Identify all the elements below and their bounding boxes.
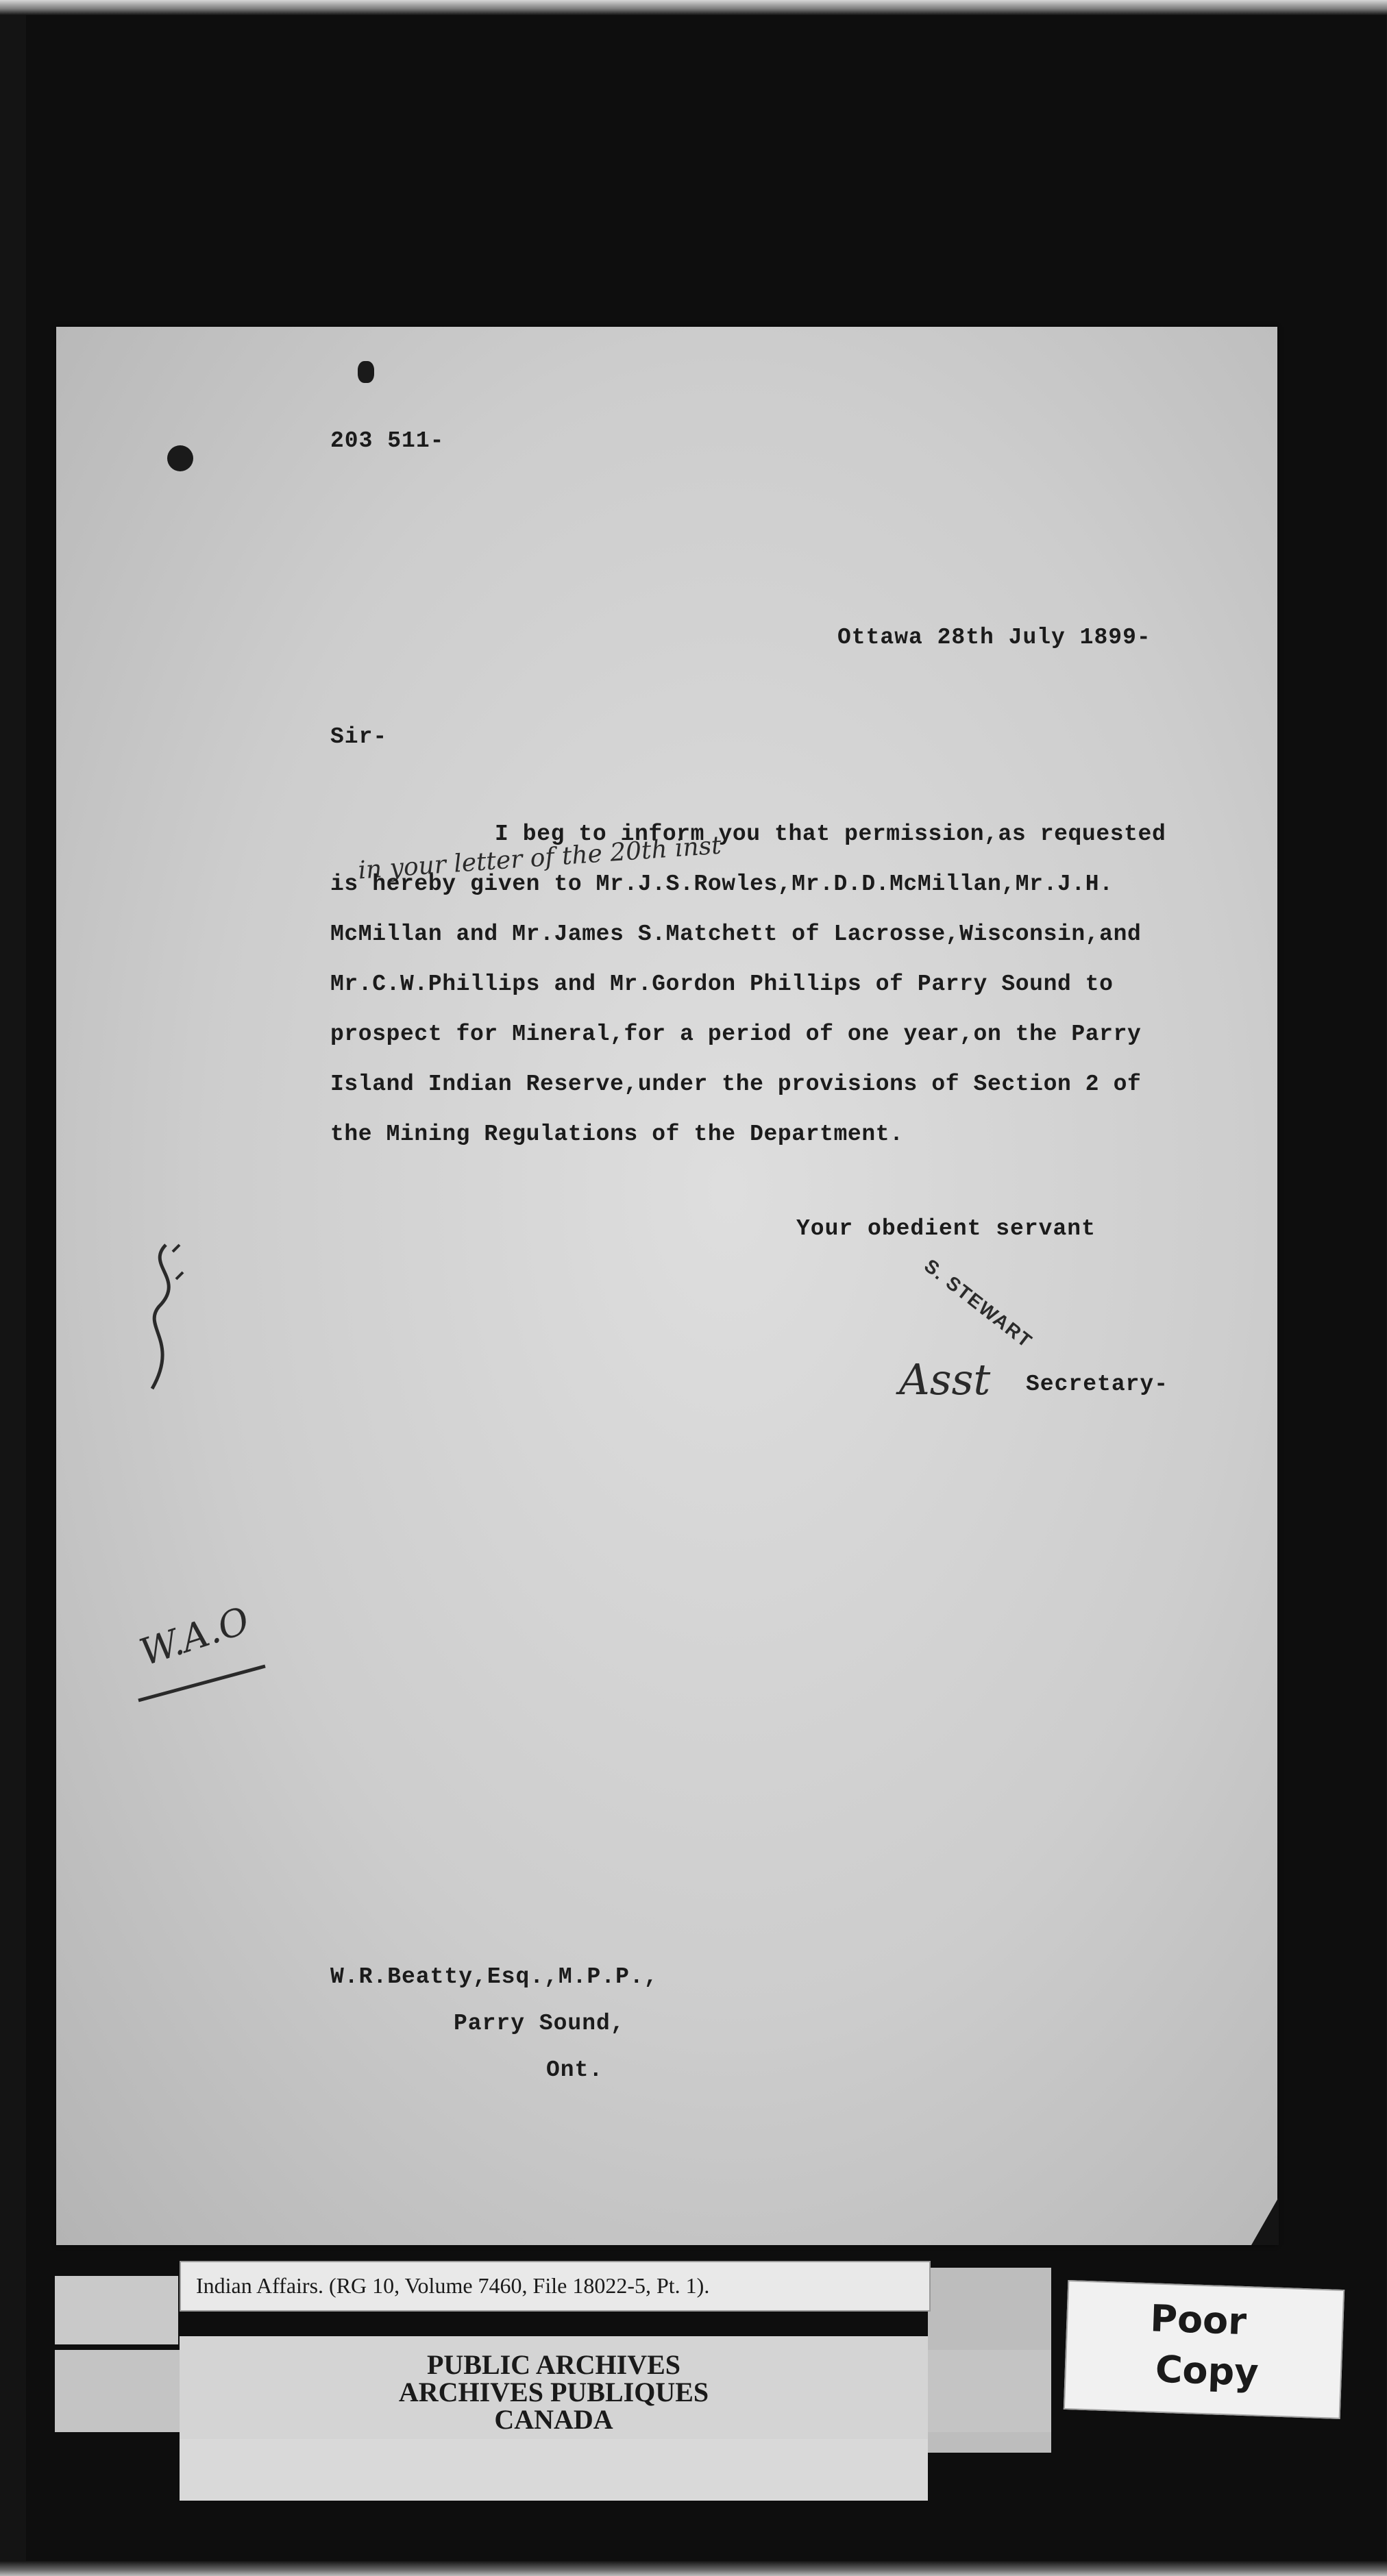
closing: Your obedient servant — [796, 1216, 1096, 1241]
body-line-5: prospect for Mineral,for a period of one year,on the Parry — [330, 1021, 1142, 1047]
file-number: 203 511- — [330, 428, 445, 454]
archives-line-3: CANADA — [494, 2404, 613, 2435]
body-line-3: McMillan and Mr.James S.Matchett of Lacrosse,Wisconsin,and — [330, 921, 1142, 947]
margin-initials-underline — [135, 1663, 272, 1704]
signature-stamp: S. STEWART — [920, 1254, 1037, 1352]
dateline: Ottawa 28th July 1899- — [837, 625, 1151, 650]
margin-signature-mark — [138, 1238, 193, 1396]
ink-mark — [358, 361, 374, 383]
recipient-line-1: W.R.Beatty,Esq.,M.P.P., — [330, 1964, 659, 1990]
ink-blot — [167, 445, 193, 471]
poor-copy-note — [1064, 2280, 1345, 2419]
body-line-7: the Mining Regulations of the Department. — [330, 1122, 904, 1147]
body-line-6: Island Indian Reserve,under the provisions of Section 2 of — [330, 1072, 1142, 1097]
signature-title: Secretary- — [1026, 1372, 1169, 1397]
letter-page — [56, 327, 1277, 2245]
recipient-line-3: Ont. — [546, 2057, 604, 2083]
film-bottom-edge — [0, 2561, 1387, 2576]
body-line-1: I beg to inform you that permission,as requested — [495, 821, 1166, 847]
body-line-2: is hereby given to Mr.J.S.Rowles,Mr.D.D.McMillan,Mr.J.H. — [330, 871, 1114, 897]
recipient-line-2: Parry Sound, — [454, 2011, 625, 2036]
lower-label-strip — [180, 2439, 928, 2501]
archives-line-1: PUBLIC ARCHIVES — [426, 2349, 681, 2380]
film-top-edge — [0, 0, 1387, 15]
archives-line-2: ARCHIVES PUBLIQUES — [398, 2377, 709, 2407]
signature-handwritten: Asst — [899, 1354, 991, 1404]
margin-initials: W.A.O — [134, 1598, 255, 1674]
salutation: Sir- — [330, 724, 388, 750]
poor-copy-line-2: Copy — [1154, 2347, 1260, 2394]
page-corner-fold — [1251, 2197, 1279, 2245]
left-tape — [55, 2276, 178, 2344]
archive-reference-label — [180, 2261, 931, 2312]
body-line-4: Mr.C.W.Phillips and Mr.Gordon Phillips of Parry Sound to — [330, 971, 1114, 997]
poor-copy-line-1: Poor — [1149, 2296, 1247, 2344]
handwritten-insert: in your letter of the 20th inst — [357, 831, 722, 885]
archives-stamp — [180, 2336, 928, 2439]
archive-reference: Indian Affairs. (RG 10, Volume 7460, File 18022-5, Pt. 1). — [196, 2273, 710, 2298]
